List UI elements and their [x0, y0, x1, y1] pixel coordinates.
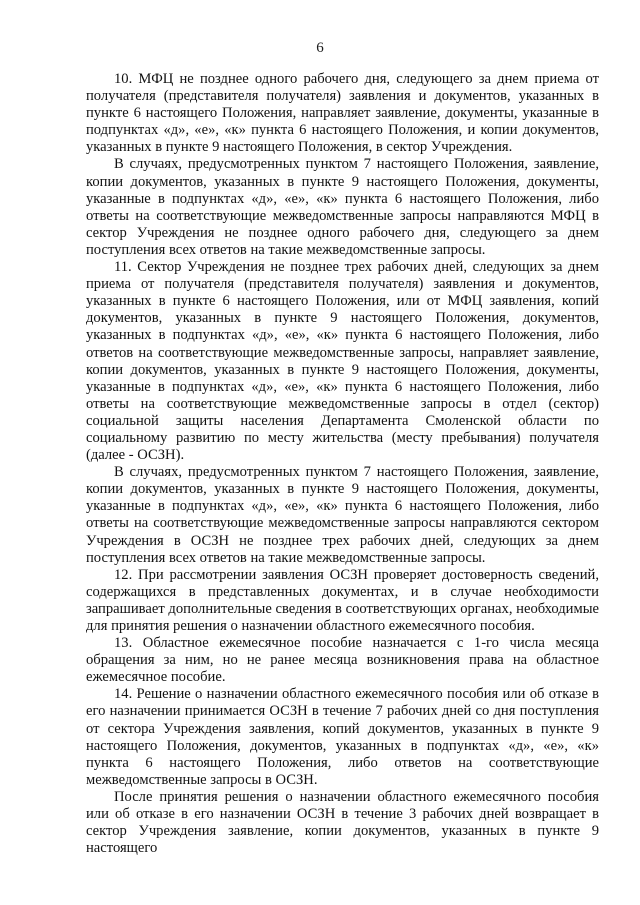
paragraph-item-11: 11. Сектор Учреждения не позднее трех рабочих дней, следующих за днем приема от получателя (представителя получателя) заявления и документов, указанных в пункте 6 настоящего Положения, или от МФЦ заявления, копий документов, указанных в пункте 9 настоящего Положения, документов, указанных в подпунктах «д», «е», «к» пункта 6 настоящего Положения, либо ответов на соответствующие межведомственные запросы, направляет заявление, копии документов, указанных в пункте 9 настоящего Положения, документы, указанные в подпунктах «д», «е», «к» пункта 6 настоящего Положения, либо ответы на соответствующие межведомственные запросы в отдел (сектор) социальной защиты населения Департамента Смоленской области по социальному развитию по месту жительства (месту пребывания) получателя (далее - ОСЗН). [86, 259, 599, 464]
paragraph-item-14-after-decision: После принятия решения о назначении областного ежемесячного пособия или об отказе в его назначении ОСЗН в течение 3 рабочих дней возвращает в сектор Учреждения заявление, копии документов, указанных в пункте 9 настоящего [86, 788, 599, 857]
page-number: 6 [316, 40, 324, 56]
paragraph-item-14: 14. Решение о назначении областного ежемесячного пособия или об отказе в его назначении принимается ОСЗН в течение 7 рабочих дней со дня поступления от сектора Учреждения заявления, копий документов, указанных в пункте 9 настоящего Положения, документов, указанных в подпунктах «д», «е», «к» пункта 6 настоящего Положения, либо ответов на соответствующие межведомственные запросы в ОСЗН. [86, 686, 599, 788]
paragraph-item-10-cases: В случаях, предусмотренных пунктом 7 настоящего Положения, заявление, копии документов, указанных в пункте 9 настоящего Положения, документы, указанные в подпунктах «д», «е», «к» пункта 6 настоящего Положения, либо ответы на соответствующие межведомственные запросы направляются МФЦ в сектор Учреждения не позднее одного рабочего дня, следующего за днем поступления всех ответов на такие межведомственные запросы. [86, 156, 599, 258]
paragraph-item-11-cases: В случаях, предусмотренных пунктом 7 настоящего Положения, заявление, копии документов, указанных в пункте 9 настоящего Положения, документы, указанные в подпунктах «д», «е», «к» пункта 6 настоящего Положения, либо ответы на соответствующие межведомственные запросы направляются сектором Учреждения в ОСЗН не позднее трех рабочих дней, следующих за днем поступления всех ответов на такие межведомственные запросы. [86, 464, 599, 566]
paragraph-item-10: 10. МФЦ не позднее одного рабочего дня, следующего за днем приема от получателя (представителя получателя) заявления и документов, указанных в пункте 6 настоящего Положения, направляет заявление, документы, указанные в подпунктах «д», «е», «к» пункта 6 настоящего Положения, и копии документов, указанных в пункте 9 настоящего Положения, в сектор Учреждения. [86, 71, 599, 156]
paragraph-item-13: 13. Областное ежемесячное пособие назначается с 1-го числа месяца обращения за ним, но не ранее месяца возникновения права на областное ежемесячное пособие. [86, 635, 599, 686]
paragraph-item-12: 12. При рассмотрении заявления ОСЗН проверяет достоверность сведений, содержащихся в представленных документах, и в случае необходимости запрашивает дополнительные сведения в соответствующих органах, необходимые для принятия решения о назначении областного ежемесячного пособия. [86, 566, 599, 634]
document-body [86, 71, 599, 857]
